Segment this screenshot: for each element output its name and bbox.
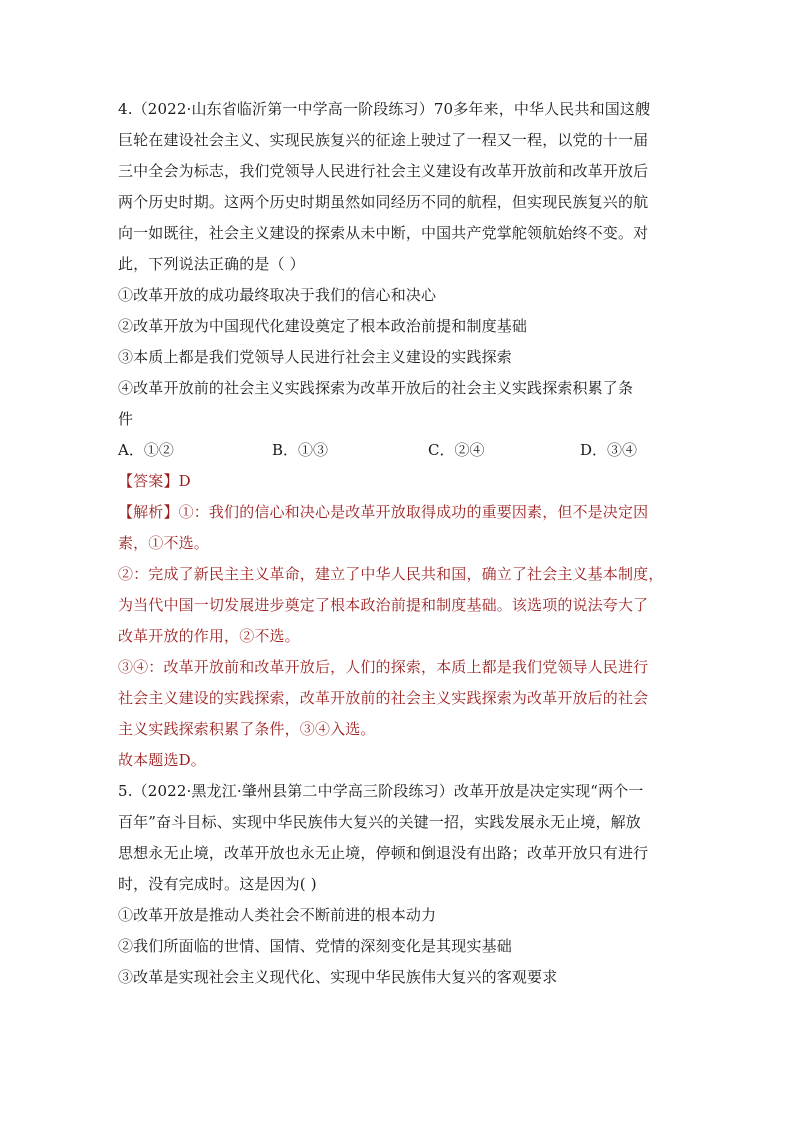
analysis-line: ③④：改革开放前和改革开放后，人们的探索，本质上都是我们党领导人民进行 [118, 658, 649, 676]
analysis-line: ②：完成了新民主主义革命，建立了中华人民共和国，确立了社会主义基本制度， [118, 565, 664, 583]
statement-1: ①改革开放的成功最终取决于我们的信心和决心 [118, 286, 437, 304]
question-5-stem-line: 思想永无止境，改革开放也永无止境，停顿和倒退没有出路；改革开放只有进行 [118, 844, 649, 862]
analysis-line [118, 497, 678, 528]
statement-4: ④改革开放前的社会主义实践探索为改革开放后的社会主义实践探索积累了条 [118, 379, 634, 397]
option-a: A．①② [118, 441, 174, 459]
question-5 [118, 776, 678, 993]
statement-2: ②我们所面临的世情、国情、党情的深刻变化是其现实基础 [118, 937, 512, 955]
option-d: D．③④ [580, 441, 638, 459]
question-4-stem-line: 4.（2022·山东省临沂第一中学高一阶段练习）70多年来，中华人民共和国这艘 [118, 100, 651, 118]
question-4-stem-line: 巨轮在建设社会主义、实现民族复兴的征途上驶过了一程又一程，以党的十一届 [118, 131, 649, 149]
analysis-line: 主义实践探索积累了条件，③④入选。 [118, 720, 376, 738]
question-5-stem [118, 776, 678, 900]
statement-3: ③本质上都是我们党领导人民进行社会主义建设的实践探索 [118, 348, 512, 366]
analysis-line: 社会主义建设的实践探索，改革开放前的社会主义实践探索为改革开放后的社会 [118, 689, 649, 707]
answer-value: D [178, 472, 191, 490]
question-5-stem-line: 时，没有完成时。这是因为( ) [118, 875, 317, 893]
question-4 [118, 94, 678, 776]
question-5-stem-line: 5.（2022·黑龙江·肇州县第二中学高三阶段练习）改革开放是决定实现“两个一 [118, 782, 644, 800]
option-b: B．①③ [272, 441, 329, 459]
analysis-label: 【解析】 [118, 503, 179, 521]
answer-line [118, 466, 678, 497]
statement-4-continued: 件 [118, 410, 134, 428]
question-4-stem-line: 此，下列说法正确的是（ ） [118, 255, 305, 273]
answer-options [118, 435, 678, 466]
question-5-stem-line: 百年”奋斗目标、实现中华民族伟大复兴的关键一招，实践发展永无止境，解放 [118, 813, 641, 831]
statement-2: ②改革开放为中国现代化建设奠定了根本政治前提和制度基础 [118, 317, 528, 335]
question-5-statements [118, 900, 678, 993]
question-4-stem-line: 三中全会为标志，我们党领导人民进行社会主义建设有改革开放前和改革开放后 [118, 162, 649, 180]
answer-label: 【答案】 [118, 472, 179, 490]
option-c: C．②④ [428, 441, 485, 459]
conclusion: 故本题选D。 [118, 751, 206, 769]
analysis-text: ①：我们的信心和决心是改革开放取得成功的重要因素，但不是决定因 [178, 503, 649, 521]
analysis-line: 改革开放的作用，②不选。 [118, 627, 300, 645]
analysis [118, 497, 678, 745]
document-page [118, 94, 678, 993]
question-4-stem-line: 两个历史时期。这两个历史时期虽然如同经历不同的航程，但实现民族复兴的航 [118, 193, 649, 211]
analysis-line: 素，①不选。 [118, 534, 209, 552]
statement-1: ①改革开放是推动人类社会不断前进的根本动力 [118, 906, 437, 924]
question-4-stem [118, 94, 678, 280]
question-4-stem-line: 向一如既往，社会主义建设的探索从未中断，中国共产党掌舵领航始终不变。对 [118, 224, 649, 242]
statement-3: ③改革是实现社会主义现代化、实现中华民族伟大复兴的客观要求 [118, 968, 558, 986]
question-4-statements [118, 280, 678, 435]
analysis-line: 为当代中国一切发展进步奠定了根本政治前提和制度基础。该选项的说法夸大了 [118, 596, 649, 614]
